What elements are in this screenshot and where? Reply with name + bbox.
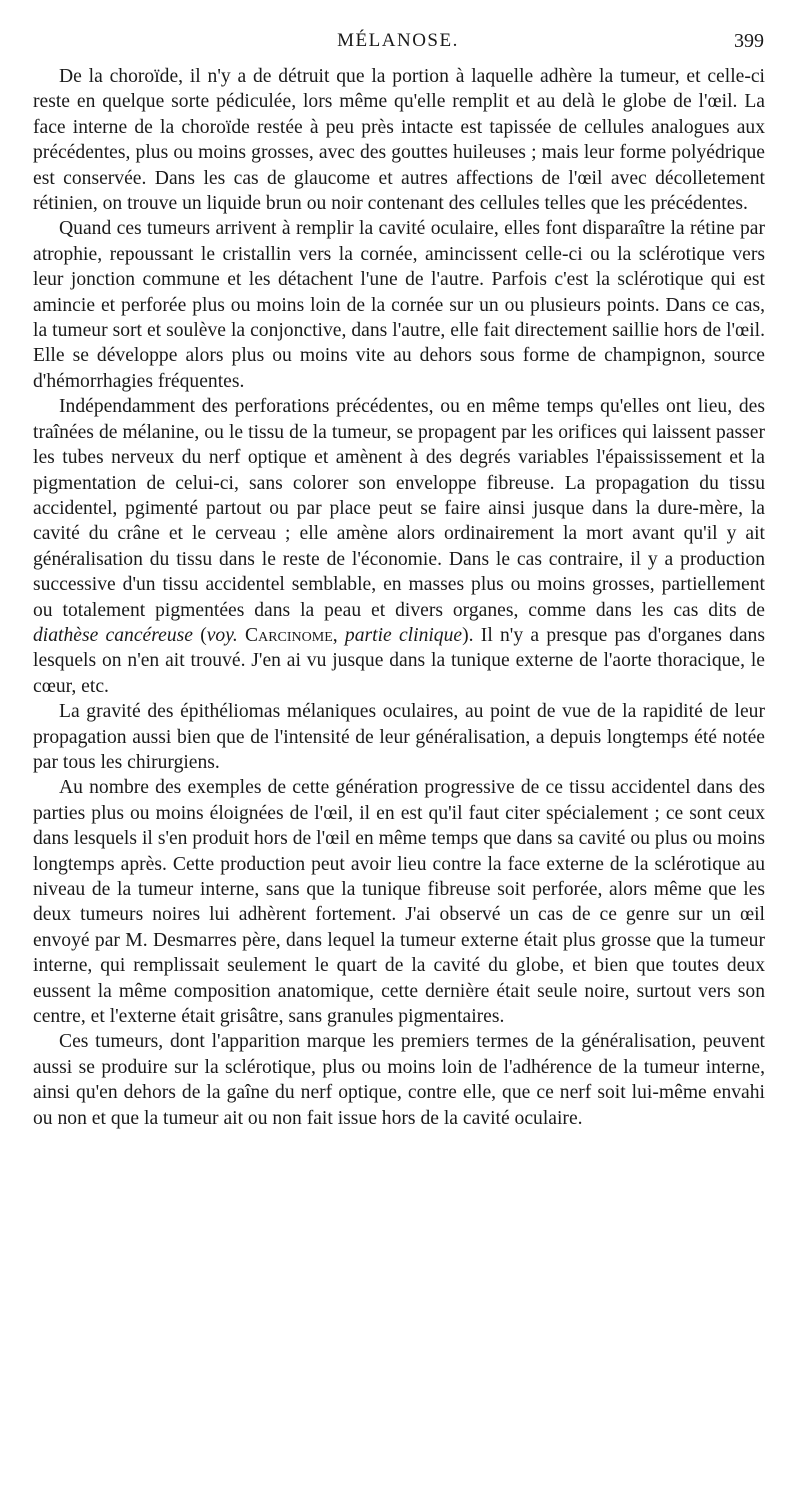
paragraph-3-italic-3: partie clinique [344,624,463,646]
paragraph-3-text-d: ). Il n'y a presque pas d'organes dans lesquels on n'en ait trouvé. J'en ai vu jusque dans la tunique externe de l'aorte thoracique, le cœur, etc. [33,624,765,697]
paragraph-5: Au nombre des exemples de cette génération progressive de ce tissu accidentel dans des parties plus ou moins éloignées de l'œil, il en est qu'il faut citer spécialement ; ce sont ceux dans lesquels il s'en produit hors de l'œil en même temps que dans sa cavité ou plus ou moins longtemps après. Cette production peut avoir lieu contre la face externe de la sclérotique au niveau de la tumeur interne, sans que la tunique fibreuse soit perforée, alors même que les deux tumeurs noires lui adhèrent fortement. J'ai observé un cas de ce genre sur un œil envoyé par M. Desmarres père, dans lequel la tumeur externe était plus grosse que la tumeur interne, qui remplissait seulement le quart de la cavité du globe, et bien que toutes deux eussent la même composition anatomique, cette dernière était seule noire, surtout vers son centre, et l'externe était grisâtre, sans granules pigmentaires. [33,777,765,1028]
paragraph-3 [33,394,765,699]
paragraph-1: De la choroïde, il n'y a de détruit que la portion à laquelle adhère la tumeur, et celle-ci reste en quelque sorte pédiculée, lors même qu'elle remplit et au delà le globe de l'œil. La face interne de la choroïde restée à peu près intacte est tapissée de cellules analogues aux précédentes, plus ou moins grosses, avec des gouttes huileuses ; mais leur forme polyédrique est conservée. Dans les cas de glaucome et autres affections de l'œil avec décolletement rétinien, on trouve un liquide brun ou noir contenant des cellules telles que les précédentes. [33,66,765,215]
running-title: MÉLANOSE. [337,30,459,51]
paragraph-2: Quand ces tumeurs arrivent à remplir la cavité oculaire, elles font disparaître la rétine par atrophie, repoussant le cristallin vers la cornée, amincissent celle-ci ou la sclérotique vers leur jonction commune et les détachent l'une de l'autre. Parfois c'est la sclérotique qui est amincie et perforée plus ou moins loin de la cornée sur un ou plusieurs points. Dans ce cas, la tumeur sort et soulève la conjonctive, dans l'autre, elle fait directement saillie hors de l'œil. Elle se développe alors plus ou moins vite au dehors sous forme de champignon, source d'hémorrhagies fréquentes. [33,218,765,392]
paragraph-3-italic-2: voy. [206,624,238,646]
paragraph-3-text-b: ( [192,624,207,646]
running-header [32,30,764,56]
page-number: 399 [734,30,764,52]
paragraph-3-italic-1: diathèse cancéreuse [33,624,193,646]
paragraph-3-smallcaps: Carcinome [245,624,333,646]
page-body [33,64,765,1131]
paragraph-3-text-c: , [332,624,345,646]
paragraph-3-text-a: Indépendamment des perforations précédentes, ou en même temps qu'elles ont lieu, des traînées de mélanine, ou le tissu de la tumeur, se propagent par les orifices qui laissent passer les tubes nerveux du nerf optique et amènent à des degrés variables l'épaississement et la pigmentation de celui-ci, sans colorer son enveloppe fibreuse. La propagation du tissu accidentel, pgimenté partout ou par place peut se faire ainsi jusque dans la dure-mère, la cavité du crâne et le cerveau ; elle amène alors ordinairement la mort avant qu'il y ait généralisation du tissu dans le reste de l'économie. Dans le cas contraire, il y a production successive d'un tissu accidentel semblable, en masses plus ou moins grosses, partiellement ou totalement pigmentées dans la peau et divers organes, comme dans les cas dits de [33,396,765,621]
paragraph-6: Ces tumeurs, dont l'apparition marque les premiers termes de la généralisation, peuvent aussi se produire sur la sclérotique, plus ou moins loin de l'adhérence de la tumeur interne, ainsi qu'en dehors de la gaîne du nerf optique, contre elle, que ce nerf soit lui-même envahi ou non et que la tumeur ait ou non fait issue hors de la cavité oculaire. [33,1031,765,1129]
paragraph-4: La gravité des épithéliomas mélaniques oculaires, au point de vue de la rapidité de leur propagation aussi bien que de l'intensité de leur généralisation, a depuis longtemps été notée par tous les chirurgiens. [33,701,765,773]
